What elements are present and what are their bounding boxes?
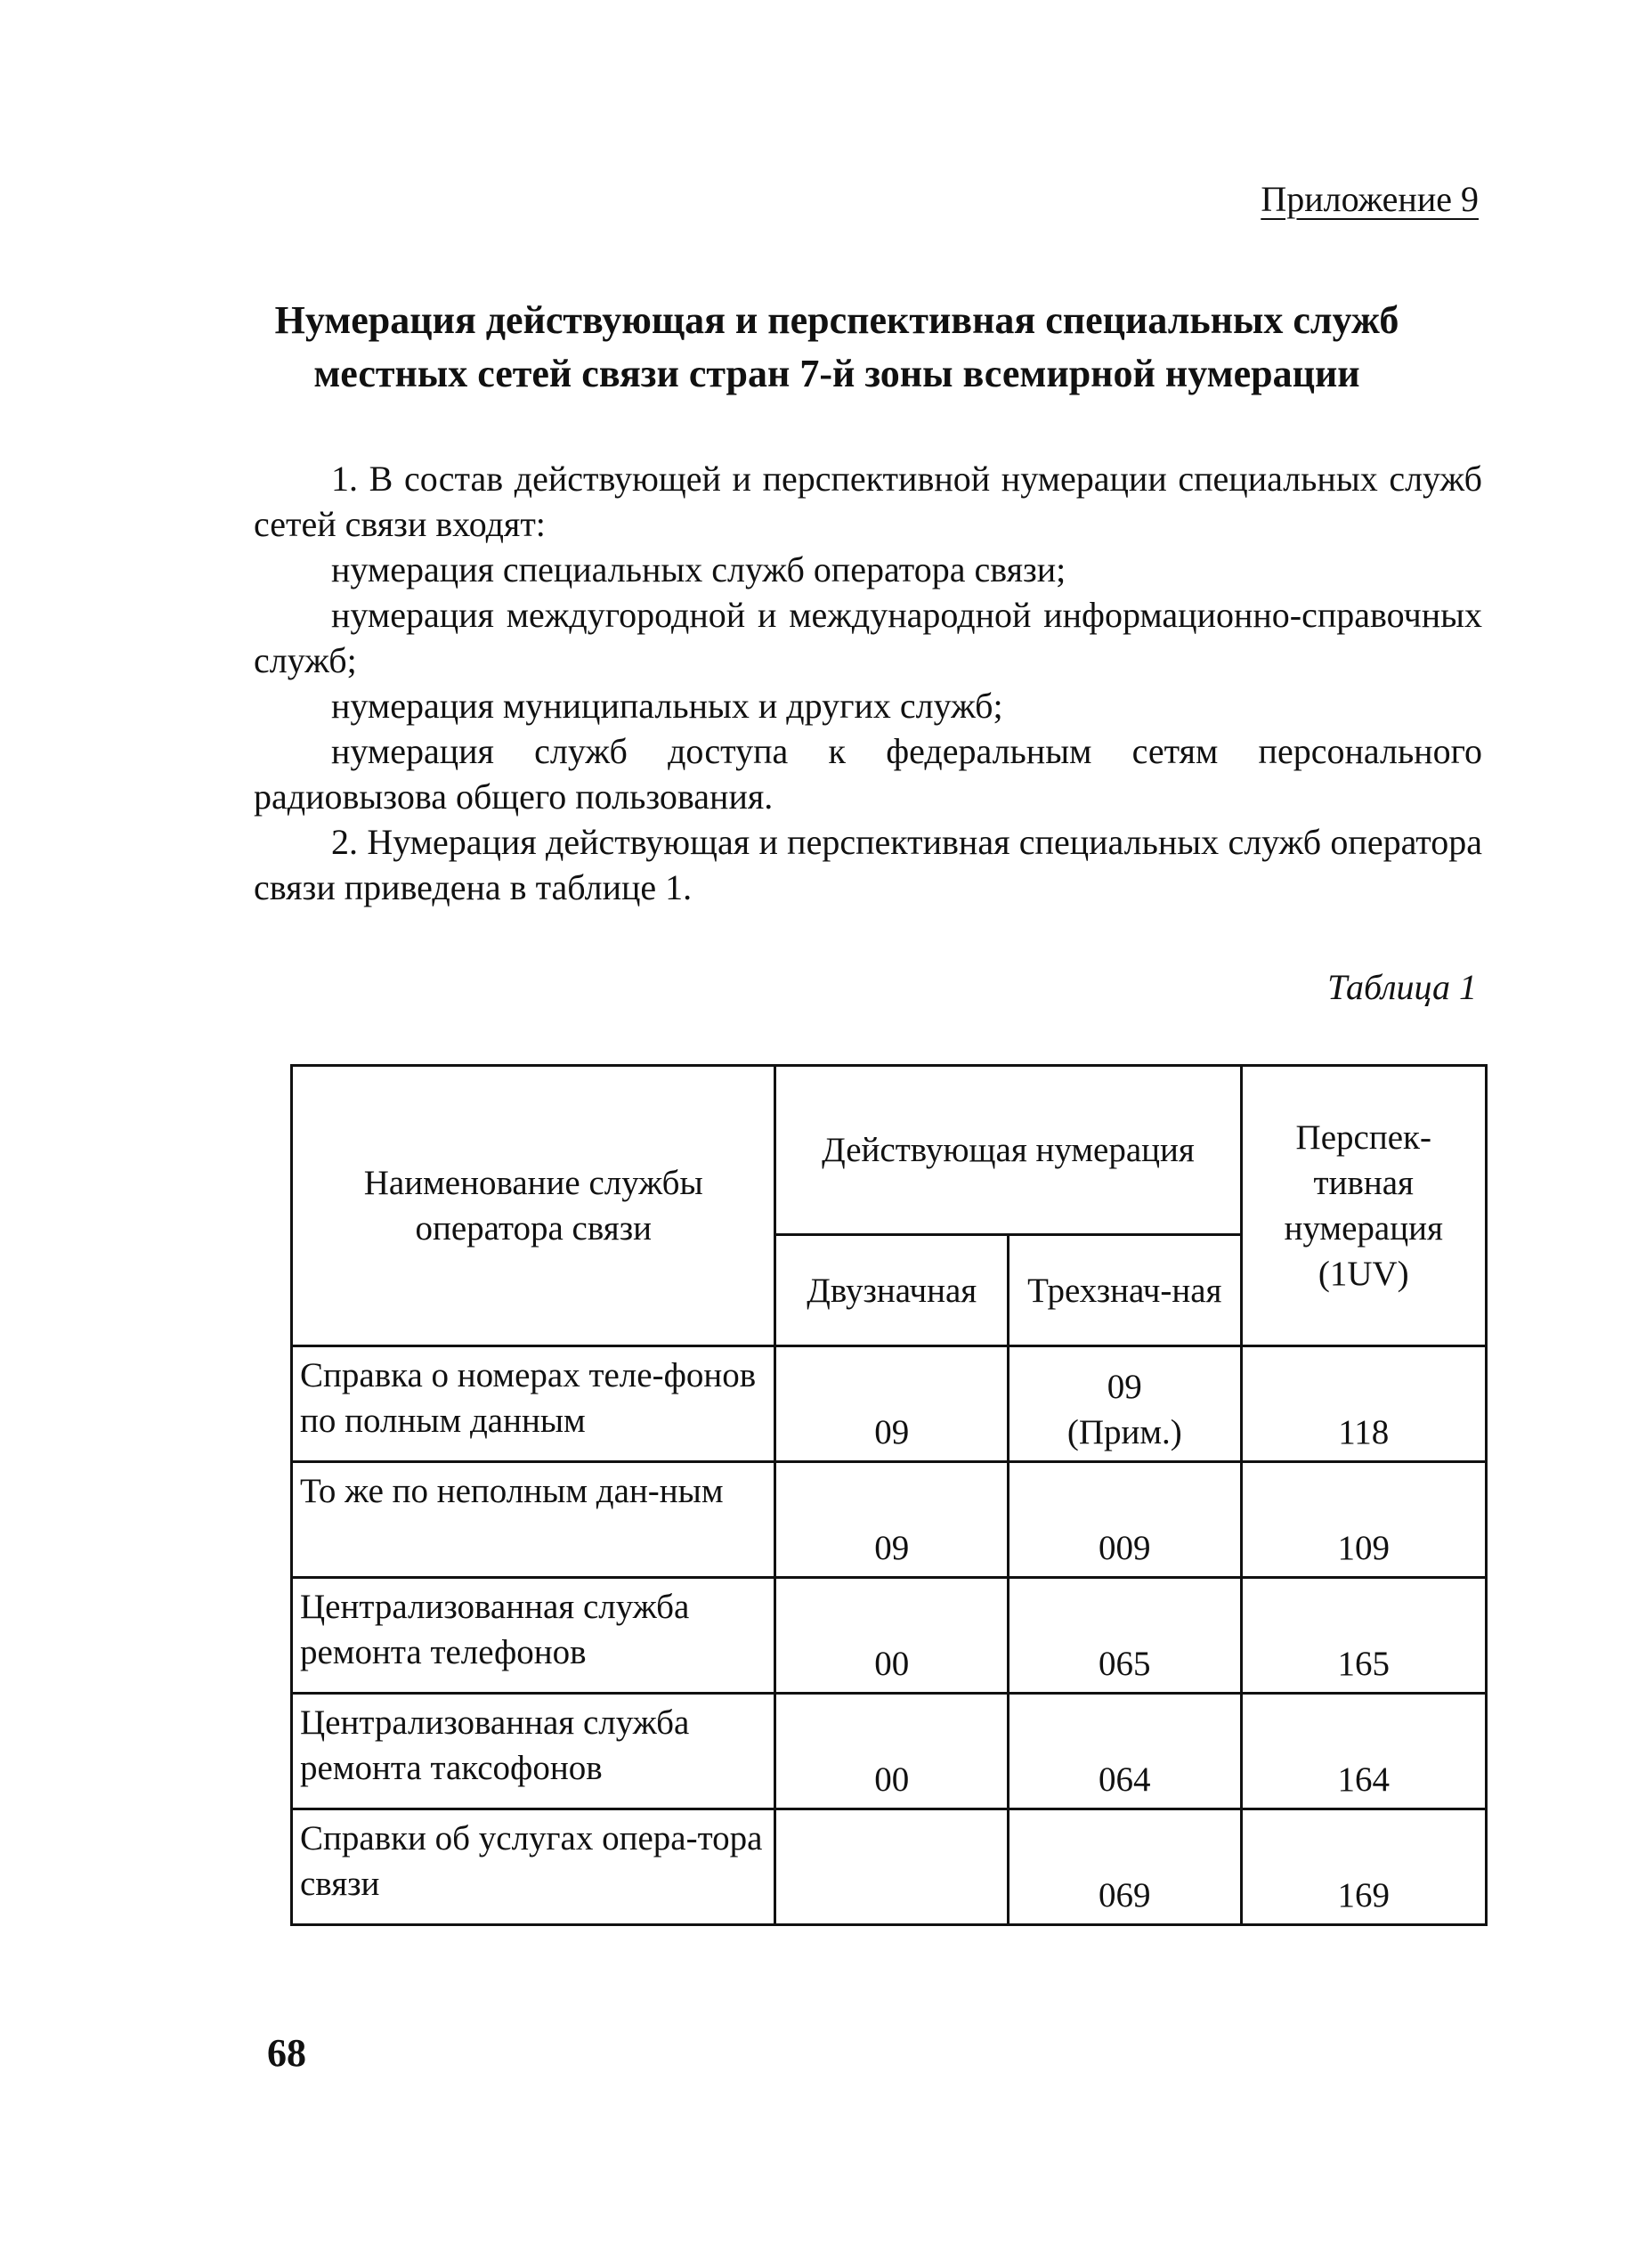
paragraph: нумерация служб доступа к федеральным сетям персонального радиовызова общего пользования. xyxy=(254,731,1482,817)
paragraph: нумерация междугородной и международной информационно-справочных служб; xyxy=(254,595,1482,680)
service-name-cell: Справки об услугах опера-тора связи xyxy=(292,1809,775,1925)
body-text xyxy=(254,456,1482,910)
prospective-cell: 109 xyxy=(1241,1462,1486,1578)
page-number: 68 xyxy=(267,2031,306,2075)
paragraph: нумерация муниципальных и других служб; xyxy=(331,686,1003,726)
appendix-label: Приложение 9 xyxy=(1261,179,1479,219)
three-digit-cell: 069 xyxy=(1009,1809,1241,1925)
table-row xyxy=(292,1346,1487,1462)
table-row xyxy=(292,1578,1487,1694)
two-digit-cell xyxy=(775,1809,1009,1925)
table-row xyxy=(292,1462,1487,1578)
three-digit-note: (Прим.) xyxy=(1066,1413,1182,1451)
three-digit-cell: 009 xyxy=(1009,1462,1241,1578)
two-digit-cell: 00 xyxy=(775,1694,1009,1809)
paragraph: нумерация специальных служб оператора связи; xyxy=(331,549,1066,589)
services-table xyxy=(290,1064,1488,1926)
document-heading xyxy=(223,294,1451,401)
prospective-cell: 164 xyxy=(1241,1694,1486,1809)
two-digit-cell: 09 xyxy=(775,1346,1009,1462)
heading-line-1: Нумерация действующая и перспективная специальных служб xyxy=(274,298,1399,342)
service-name-cell: Централизованная служба ремонта таксофонов xyxy=(292,1694,775,1809)
header-prospective-numbering: Перспек-тивная нумерация (1UV) xyxy=(1241,1066,1486,1346)
table-caption: Таблица 1 xyxy=(1327,967,1477,1007)
header-service-name: Наименование службы оператора связи xyxy=(292,1066,775,1346)
service-name-cell: Справка о номерах теле-фонов по полным данным xyxy=(292,1346,775,1462)
header-three-digit: Трехзнач-ная xyxy=(1009,1235,1241,1346)
paragraph: 2. Нумерация действующая и перспективная специальных служб оператора связи приведена в таблице 1. xyxy=(254,822,1482,907)
three-digit-value: 09 xyxy=(1107,1368,1142,1406)
prospective-cell: 118 xyxy=(1241,1346,1486,1462)
three-digit-cell: 065 xyxy=(1009,1578,1241,1694)
header-current-numbering: Действующая нумерация xyxy=(775,1066,1241,1235)
prospective-cell: 169 xyxy=(1241,1809,1486,1925)
service-name-cell: То же по неполным дан-ным xyxy=(292,1462,775,1578)
paragraph: 1. В состав действующей и перспективной нумерации специальных служб сетей связи входят: xyxy=(254,459,1482,544)
heading-line-2: местных сетей связи стран 7-й зоны всемирной нумерации xyxy=(313,352,1360,395)
three-digit-cell: 064 xyxy=(1009,1694,1241,1809)
table-row xyxy=(292,1809,1487,1925)
two-digit-cell: 00 xyxy=(775,1578,1009,1694)
table-row xyxy=(292,1694,1487,1809)
service-name-cell: Централизованная служба ремонта телефонов xyxy=(292,1578,775,1694)
table-header-row xyxy=(292,1066,1487,1235)
header-two-digit: Двузначная xyxy=(775,1235,1009,1346)
three-digit-cell xyxy=(1009,1346,1241,1462)
prospective-cell: 165 xyxy=(1241,1578,1486,1694)
two-digit-cell: 09 xyxy=(775,1462,1009,1578)
